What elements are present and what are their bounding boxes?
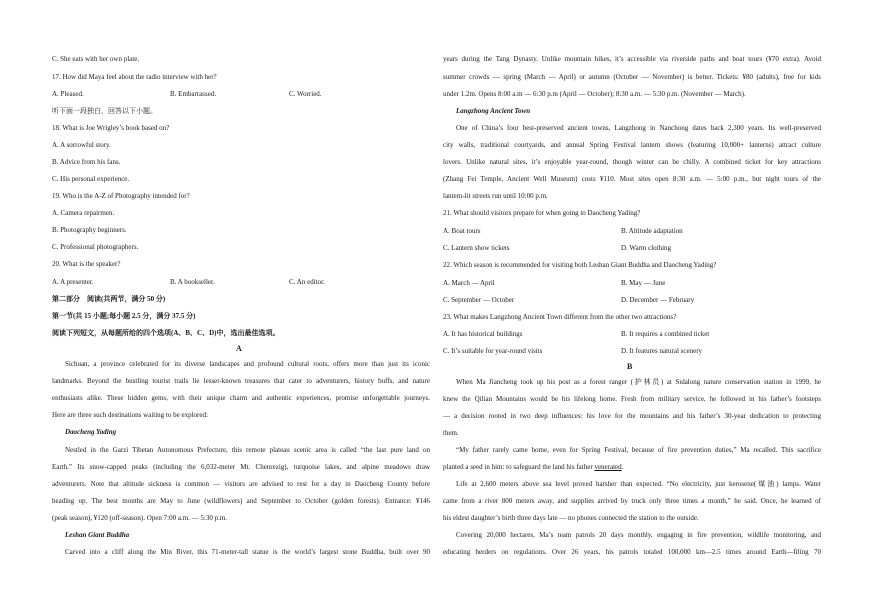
paragraph-line: educating herders on regulations. Over 26 years, his patrols totaled 100,000 km—2.5 times around Earth—filing 70	[443, 548, 821, 556]
q19-option-c: C. Professional photographers.	[52, 243, 139, 251]
q21-option-d: D. Warm clothing	[621, 244, 672, 252]
paragraph-line: When Ma Jiancheng took up his post as a forest ranger (护林员) at Sidalong nature conservation station in 1999, he	[456, 378, 821, 386]
paragraph-line: — a decision rooted in two deep influences: his love for the mountains and his father’s 30-year dedication to protecting	[443, 412, 821, 420]
paragraph-line: under 1.2m. Opens 8:00 a.m — 6:30 p.m (April — October); 8:30 a.m. — 5:30 p.m. (November — March).	[443, 90, 746, 98]
paragraph-line: city walls, traditional courtyards, and annual Spring Festival lantern shows (featuring 10,000+ lanterns) attract culture	[443, 141, 821, 149]
langzhong-heading: Langzhong Ancient Town	[456, 107, 531, 115]
paragraph-line: enthusiasts alike. These hidden gems, with their unique charm and authentic experiences, promise unforgettable journeys.	[52, 394, 430, 402]
paragraph-line: lantern-lit streets run until 10:00 p.m.	[443, 192, 548, 200]
paragraph-line: lovers. Unlike natural sites, it’s enjoyable year-round, though winter can be chilly. A combined ticket for key attractions	[443, 158, 821, 166]
text-run: planted a seed in him: to safeguard the land his father	[443, 463, 595, 471]
question-19: 19. Who is the A-Z of Photography intended for?	[52, 192, 190, 200]
q18-option-b: B. Advice from his fans.	[52, 158, 121, 166]
q22-option-d: D. December — February	[621, 296, 695, 304]
paragraph-line	[443, 463, 623, 472]
paragraph-line: adventurers. Note that altitude sickness is common — visitors are advised to rest for a day in Daocheng County before	[52, 480, 430, 488]
paragraph-line: (Zhang Fei Temple, Ancient Well Museum) costs ¥110. Most sites open 8:30 a.m. — 5:00 p.m., but night tours of the	[443, 175, 821, 183]
q18-option-c: C. His personal experience.	[52, 175, 130, 183]
q20-option-a: A. A presenter.	[52, 278, 94, 286]
paragraph-line: summer crowds — spring (March — April) or autumn (October — November) is better. Tickets: ¥80 (adults), free for kids	[443, 73, 821, 81]
listening-instruction: 听下面一段独白，回答以下小题。	[52, 107, 157, 115]
paragraph-line: Earth.” Its snow-capped peaks (including the 6,032-meter Mt. Chenrezig), turquoise lakes, and alpine meadows draw	[52, 463, 430, 471]
question-22: 22. Which season is recommended for visiting both Leshan Giant Buddha and Daocheng Yading?	[443, 261, 717, 269]
paragraph-line: knew the Qilian Mountains would be his lifelong home. Fresh from military service, he followed in his father’s footsteps	[443, 395, 821, 403]
passage-a-label: A	[236, 344, 242, 353]
paragraph-line: his eldest daughter’s birth three days late — no phones connected the station to the outside.	[443, 514, 699, 522]
q21-option-b: B. Altitude adaptation	[621, 227, 683, 235]
paragraph-line: them.	[443, 429, 459, 437]
q23-option-a: A. It has historical buildings	[443, 330, 523, 338]
q20-option-c: C. An editor.	[289, 278, 325, 286]
question-17: 17. How did Maya feel about the radio interview with her?	[52, 73, 217, 81]
paragraph-line: (peak season), ¥120 (off-season). Open 7:00 a.m. — 5:30 p.m.	[52, 514, 228, 522]
q20-option-b: B. A bookseller.	[170, 278, 215, 286]
reading-instruction: 阅读下列短文，从每题所给的四个选项(A、B、C、D)中，选出最佳选项。	[52, 329, 280, 337]
question-21: 21. What should visitors prepare for when going to Daocheng Yading?	[443, 209, 641, 217]
q18-option-a: A. A sorrowful story.	[52, 141, 111, 149]
paragraph-line: Covering 20,000 hectares, Ma’s team patrols 20 days monthly, engaging in fire prevention, wildlife monitoring, and	[456, 531, 821, 539]
q23-option-c: C. It’s suitable for year-round visits	[443, 347, 543, 355]
paragraph-line: Here are three such destinations waiting to be explored:	[52, 411, 208, 419]
paragraph-line: One of China’s four best-preserved ancient towns, Langzhong in Nanchong dates back 2,300 years. Its well-preserved	[456, 124, 821, 132]
paragraph-line: Life at 2,600 meters above sea level proved harsher than expected. “No electricity, just kerosene(煤油) lamps. Water	[456, 480, 821, 488]
passage-b-label: B	[627, 362, 633, 371]
paragraph-line: “My father rarely came home, even for Spring Festival, because of fire prevention duties,” Ma recalled. This sacrifice	[456, 446, 821, 454]
q16-option-c: C. She eats with her own plate.	[52, 55, 140, 63]
q23-option-d: D. It features natural scenery	[621, 347, 703, 355]
paragraph-line: came from a river 800 meters away, and supplies arrived by truck only three times a month,” he said. Once, he learned of	[443, 497, 821, 505]
paragraph-line: Sichuan, a province celebrated for its diverse landscapes and profound cultural roots, offers more than just its iconic	[65, 360, 430, 368]
q22-option-b: B. May — June	[621, 279, 666, 287]
q19-option-b: B. Photography beginners.	[52, 226, 127, 234]
q23-option-b: B. It requires a combined ticket	[621, 330, 710, 338]
question-20: 20. What is the speaker?	[52, 260, 121, 268]
question-23: 23. What makes Langzhong Ancient Town different from the other two attractions?	[443, 313, 677, 321]
q19-option-a: A. Camera repairmen.	[52, 209, 115, 217]
part-two-heading: 第二部分 阅读(共两节，满分 50 分)	[52, 295, 166, 303]
underlined-word-venerated: venerated	[594, 463, 622, 471]
section-one-heading: 第一节(共 15 小题;每小题 2.5 分，满分 37.5 分)	[52, 312, 196, 320]
q17-option-c: C. Worried.	[289, 90, 322, 98]
q17-option-b: B. Embarrassed.	[170, 90, 217, 98]
text-run: .	[621, 463, 624, 471]
leshan-heading: Leshan Giant Buddha	[65, 531, 130, 539]
q21-option-a: A. Boat tours	[443, 227, 481, 235]
paragraph-line: Nestled in the Garzi Tibetan Autonomous Prefecture, this remote plateau scenic area is called “the last pure land on	[65, 446, 430, 454]
paragraph-line: years during the Tang Dynasty. Unlike mountain hikes, it’s accessible via riverside paths and boat tours (¥70 extra). Avoid	[443, 55, 821, 63]
q22-option-a: A. March — April	[443, 279, 495, 287]
daocheng-heading: Daocheng Yading	[65, 428, 117, 436]
paragraph-line: landmarks. Beyond the bustling tourist trails lie lesser-known treasures that cater to adventurers, history buffs, and nature	[52, 377, 430, 385]
question-18: 18. What is Joe Wrigley’s book based on?	[52, 124, 170, 132]
paragraph-line: heading up. The best months are May to June (wildflowers) and September to October (golden forests). Entrance: ¥146	[52, 497, 430, 505]
q21-option-c: C. Lantern show tickets	[443, 244, 510, 252]
q17-option-a: A. Pleased.	[52, 90, 84, 98]
q22-option-c: C. September — October	[443, 296, 515, 304]
paragraph-line: Carved into a cliff along the Min River, this 71-meter-tall statue is the world’s largest stone Buddha, built over 90	[65, 548, 430, 556]
